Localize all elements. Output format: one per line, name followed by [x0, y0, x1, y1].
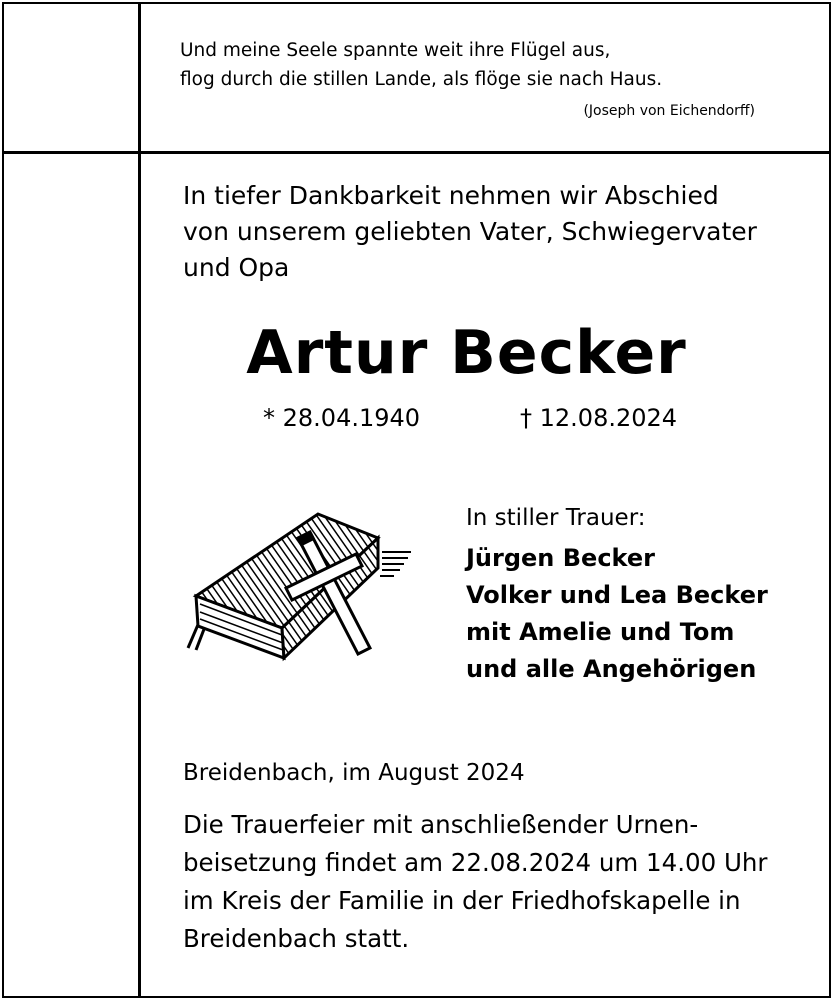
mourner-name: mit Amelie und Tom — [466, 618, 735, 646]
mourners-list — [466, 540, 768, 688]
mourner-name: Volker und Lea Becker — [466, 581, 768, 609]
notice-line: Die Trauerfeier mit anschließender Urnen- — [183, 810, 699, 839]
bible-with-cross-icon — [186, 508, 416, 668]
mourner-name: Jürgen Becker — [466, 544, 655, 572]
notice-line: beisetzung findet am 22.08.2024 um 14.00 Uhr — [183, 848, 768, 877]
motto-divider — [4, 151, 829, 154]
intro-text — [183, 178, 783, 286]
motto-author: (Joseph von Eichendorff) — [583, 103, 755, 119]
notice-line: Breidenbach statt. — [183, 924, 410, 953]
intro-line: In tiefer Dankbarkeit nehmen wir Abschied — [183, 181, 719, 210]
intro-line: und Opa — [183, 253, 290, 282]
deceased-name: Artur Becker — [246, 318, 687, 388]
motto-line: Und meine Seele spannte weit ihre Flügel aus, — [180, 40, 611, 61]
death-date: † 12.08.2024 — [520, 404, 678, 432]
birth-date: * 28.04.1940 — [263, 404, 421, 432]
mourner-name: und alle Angehörigen — [466, 655, 757, 683]
funeral-notice — [183, 806, 803, 958]
motto-line: flog durch die stillen Lande, als flöge sie nach Haus. — [180, 69, 663, 90]
intro-line: von unserem geliebten Vater, Schwiegervater — [183, 217, 757, 246]
notice-line: im Kreis der Familie in der Friedhofskapelle in — [183, 886, 741, 915]
motto-quote — [180, 36, 760, 94]
mourners-label: In stiller Trauer: — [466, 505, 646, 531]
place-date: Breidenbach, im August 2024 — [183, 760, 525, 786]
